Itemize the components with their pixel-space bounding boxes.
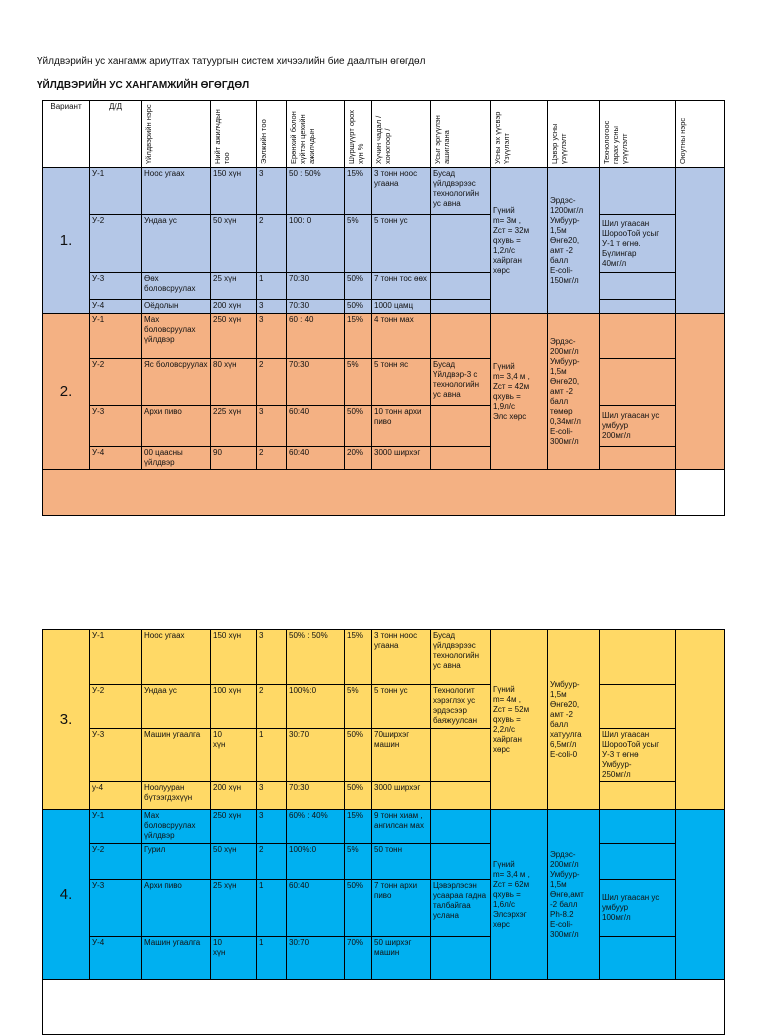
quality-text: Эрдэс- 1200мг/л Умбуур- 1,5м Өнгө20, амт -2 балл E-coli- 150мг/л — [550, 195, 584, 285]
header-shower — [287, 101, 345, 168]
empty-cell — [43, 980, 725, 1035]
header-quality — [548, 101, 600, 168]
capacity: 3 тонн ноос угаана — [372, 168, 431, 215]
shower-percent: 5% — [345, 844, 372, 880]
student-names — [676, 810, 725, 980]
header-other-text: Усыг эргүүлэн ашиглана — [433, 115, 451, 164]
header-tech — [600, 101, 676, 168]
shift-count: 1 — [257, 937, 287, 980]
capacity: 9 тонн хиам , ангилсан мах — [372, 810, 431, 844]
reuse-note — [431, 447, 491, 470]
reuse-note — [431, 314, 491, 359]
tech-output — [600, 300, 676, 314]
shift-count: 3 — [257, 168, 287, 215]
worker-ratio: 100%:0 — [287, 844, 345, 880]
worker-ratio: 60% : 40% — [287, 810, 345, 844]
factory-name: Ноос угаах — [142, 168, 211, 215]
header-shower-text: Ерөнхий болон хүйтэн цехийн ажилчдын — [289, 111, 316, 164]
worker-ratio: 30:70 — [287, 937, 345, 980]
source-text: Гүний m= 3,4 м , Zст = 62м qхувь = 1,6л/с Элсэрхэг хөрс — [493, 859, 530, 929]
workers-count: 10 хүн — [211, 937, 257, 980]
reuse-note: Бусад Үйлдвэр-3 с технологийн ус авна — [431, 359, 491, 406]
reuse-note: Бусад үйлдвэрээс технологийн ус авна — [431, 168, 491, 215]
row-num: У-1 — [90, 630, 142, 685]
tech-output-text: Шил угаасан ШорооТой усыг У-3 т өгнө Умбуур- 250мг/л — [602, 730, 660, 779]
header-num: Д/Д — [90, 101, 142, 168]
worker-ratio: 30:70 — [287, 729, 345, 782]
shift-count: 3 — [257, 810, 287, 844]
row-num: У-2 — [90, 215, 142, 273]
shift-count: 3 — [257, 406, 287, 447]
header-quality-text: Цэвэр усны үзүүлэлт — [550, 123, 568, 164]
header-shifts-text: Ээлжийн тоо — [259, 119, 268, 164]
water-quality — [548, 168, 600, 314]
capacity: 3000 ширхэг — [372, 782, 431, 810]
header-source — [491, 101, 548, 168]
tech-output — [600, 729, 676, 782]
source-text: Гүний m= 3м , Zст = 32м qхувь = 1,2л/с хайрган хөрс — [493, 205, 530, 275]
header-shower-pct — [345, 101, 372, 168]
shower-percent: 5% — [345, 685, 372, 729]
reuse-note — [431, 729, 491, 782]
worker-ratio: 60:40 — [287, 406, 345, 447]
tech-output — [600, 314, 676, 359]
capacity: 3 тонн ноос угаана — [372, 630, 431, 685]
factory-name: Мах боловсруулах үйлдвэр — [142, 810, 211, 844]
header-factory — [142, 101, 211, 168]
row-num: У-4 — [90, 300, 142, 314]
reuse-note — [431, 406, 491, 447]
header-capacity — [372, 101, 431, 168]
table-row — [43, 729, 725, 782]
tech-output — [600, 782, 676, 810]
shift-count: 3 — [257, 314, 287, 359]
variant-label: 3. — [43, 630, 90, 810]
factory-name: Архи пиво — [142, 880, 211, 937]
workers-count: 50 хүн — [211, 215, 257, 273]
header-factory-text: Үйлдвэрийн нэрс — [144, 104, 153, 164]
water-source — [491, 168, 548, 314]
capacity: 5 тонн ус — [372, 215, 431, 273]
factory-name: Ноос угаах — [142, 630, 211, 685]
document-heading: ҮЙЛДВЭРИЙН УС ХАНГАМЖИЙН ӨГӨГДӨЛ — [37, 80, 250, 91]
worker-ratio: 50% : 50% — [287, 630, 345, 685]
factory-name: 00 цаасны үйлдвэр — [142, 447, 211, 470]
shower-percent: 15% — [345, 630, 372, 685]
workers-count: 150 хүн — [211, 168, 257, 215]
reuse-note — [431, 844, 491, 880]
factory-name: Ундаа ус — [142, 685, 211, 729]
shower-percent: 50% — [345, 729, 372, 782]
worker-ratio: 100: 0 — [287, 215, 345, 273]
table-row — [43, 844, 725, 880]
variant-label: 1. — [43, 168, 90, 314]
worker-ratio: 100%:0 — [287, 685, 345, 729]
factory-name: Машин угаалга — [142, 937, 211, 980]
capacity: 3000 ширхэг — [372, 447, 431, 470]
student-names — [676, 630, 725, 810]
group-3 — [43, 630, 725, 810]
table-row — [43, 359, 725, 406]
student-names — [676, 168, 725, 314]
shower-percent: 70% — [345, 937, 372, 980]
water-source — [491, 314, 548, 470]
factory-name: Мах боловсруулах үйлдвэр — [142, 314, 211, 359]
shift-count: 1 — [257, 880, 287, 937]
data-table-top — [42, 100, 725, 516]
header-student — [676, 101, 725, 168]
factory-name: Гурил — [142, 844, 211, 880]
worker-ratio: 70:30 — [287, 782, 345, 810]
table-row — [43, 300, 725, 314]
workers-count: 250 хүн — [211, 810, 257, 844]
shower-percent: 50% — [345, 406, 372, 447]
empty-student-cell — [676, 470, 725, 516]
header-student-text: Оюутны нэрс — [678, 117, 687, 164]
factory-name: Яс боловсруулах — [142, 359, 211, 406]
tech-output — [600, 406, 676, 447]
group-4 — [43, 810, 725, 980]
workers-count: 200 хүн — [211, 300, 257, 314]
header-capacity-text: Хүчин чадал /хоногоор / — [374, 115, 392, 164]
header-row — [43, 101, 725, 168]
factory-name: Оёдолын — [142, 300, 211, 314]
row-num: У-2 — [90, 685, 142, 729]
shift-count: 2 — [257, 359, 287, 406]
factory-name: Архи пиво — [142, 406, 211, 447]
water-source — [491, 810, 548, 980]
quality-text: Умбуур- 1,5м Өнгө20, амт -2 балл хатуулга 6,5мг/л E-coli-0 — [550, 679, 582, 759]
table-row — [43, 273, 725, 300]
tech-output — [600, 630, 676, 685]
table-row — [43, 314, 725, 359]
row-num: У-2 — [90, 844, 142, 880]
row-num: у-4 — [90, 782, 142, 810]
capacity: 70ширхэг машин — [372, 729, 431, 782]
quality-text: Эрдэс- 200мг/л Умбуур- 1,5м Өнгө,амт -2 балл Ph-8.2 E-coli- 300мг/л — [550, 849, 584, 939]
factory-name: Өөх боловсруулах — [142, 273, 211, 300]
reuse-note — [431, 810, 491, 844]
row-num: У-3 — [90, 729, 142, 782]
capacity: 5 тонн яс — [372, 359, 431, 406]
source-text: Гүний m= 4м , Zст = 52м qхувь = 2,2л/с хайрган хөрс — [493, 684, 530, 754]
reuse-note: Цэвэрлэсэн усаараа гадна талбайгаа услана — [431, 880, 491, 937]
workers-count: 80 хүн — [211, 359, 257, 406]
workers-count: 150 хүн — [211, 630, 257, 685]
workers-count: 10 хүн — [211, 729, 257, 782]
quality-text: Эрдэс- 200мг/л Умбуур- 1,5м Өнгө20, амт -2 балл төмөр 0,34мг/л E-coli- 300мг/л — [550, 336, 581, 446]
row-num: У-1 — [90, 314, 142, 359]
header-workers-text: Нийт ажилчдын тоо — [213, 109, 231, 164]
reuse-note: Бусад үйлдвэрээс технологийн ус авна — [431, 630, 491, 685]
capacity: 10 тонн архи пиво — [372, 406, 431, 447]
empty-cell — [43, 470, 676, 516]
table-row — [43, 406, 725, 447]
reuse-note — [431, 215, 491, 273]
variant-label: 2. — [43, 314, 90, 470]
table-row — [43, 215, 725, 273]
workers-count: 90 — [211, 447, 257, 470]
workers-count: 250 хүн — [211, 314, 257, 359]
shower-percent: 15% — [345, 168, 372, 215]
reuse-note — [431, 300, 491, 314]
shower-percent: 50% — [345, 273, 372, 300]
header-source-text: Усны эх үүсвэр Үзүүлэлт — [493, 111, 511, 164]
table-row — [43, 880, 725, 937]
group-2 — [43, 314, 725, 470]
group-1 — [43, 168, 725, 314]
row-num: У-3 — [90, 880, 142, 937]
water-source — [491, 630, 548, 810]
shower-percent: 5% — [345, 215, 372, 273]
workers-count: 25 хүн — [211, 273, 257, 300]
reuse-note: Технологит хэрэглэх ус эрдэсээр баяжуулсан — [431, 685, 491, 729]
tech-output — [600, 447, 676, 470]
water-quality — [548, 630, 600, 810]
tech-output — [600, 359, 676, 406]
tech-output — [600, 810, 676, 844]
capacity: 50 ширхэг машин — [372, 937, 431, 980]
capacity: 1000 цамц — [372, 300, 431, 314]
variant-label: 4. — [43, 810, 90, 980]
tech-output-text: Шил угаасан ШорооТой усыг У-1 т өгнө. Бүлингар 40мг/л — [602, 218, 660, 268]
data-table-bottom — [42, 629, 725, 1035]
tech-output — [600, 937, 676, 980]
table-row-empty — [43, 980, 725, 1035]
header-variant: Вариант — [43, 101, 90, 168]
shower-percent: 15% — [345, 810, 372, 844]
shift-count: 2 — [257, 844, 287, 880]
tech-output — [600, 844, 676, 880]
table-row — [43, 810, 725, 844]
workers-count: 25 хүн — [211, 880, 257, 937]
table-row — [43, 685, 725, 729]
workers-count: 100 хүн — [211, 685, 257, 729]
header-workers — [211, 101, 257, 168]
row-num: У-1 — [90, 810, 142, 844]
shift-count: 1 — [257, 729, 287, 782]
shift-count: 2 — [257, 685, 287, 729]
row-num: У-2 — [90, 359, 142, 406]
shift-count: 3 — [257, 782, 287, 810]
worker-ratio: 60:40 — [287, 447, 345, 470]
shower-percent: 50% — [345, 300, 372, 314]
worker-ratio: 50 : 50% — [287, 168, 345, 215]
worker-ratio: 70:30 — [287, 359, 345, 406]
reuse-note — [431, 782, 491, 810]
shower-percent: 5% — [345, 359, 372, 406]
source-text: Гүний m= 3,4 м , Zст = 42м qхувь = 1,9л/с Элс хөрс — [493, 361, 530, 421]
reuse-note — [431, 273, 491, 300]
shift-count: 2 — [257, 447, 287, 470]
header-shower-pct-text: Шүршүүрт орох хүн % — [347, 109, 365, 164]
workers-count: 50 хүн — [211, 844, 257, 880]
tech-output — [600, 273, 676, 300]
worker-ratio: 70:30 — [287, 300, 345, 314]
student-names — [676, 314, 725, 470]
worker-ratio: 70:30 — [287, 273, 345, 300]
capacity: 5 тонн ус — [372, 685, 431, 729]
tech-output — [600, 685, 676, 729]
factory-name: Ноолууран бүтээгдэхүүн — [142, 782, 211, 810]
row-num: У-3 — [90, 273, 142, 300]
tech-output — [600, 168, 676, 215]
reuse-note — [431, 937, 491, 980]
table-row — [43, 630, 725, 685]
capacity: 4 тонн мах — [372, 314, 431, 359]
row-num: У-3 — [90, 406, 142, 447]
worker-ratio: 60:40 — [287, 880, 345, 937]
factory-name: Ундаа ус — [142, 215, 211, 273]
shower-percent: 20% — [345, 447, 372, 470]
table-row — [43, 168, 725, 215]
capacity: 7 тонн тос өөх — [372, 273, 431, 300]
water-quality — [548, 810, 600, 980]
tech-output-text: Шил угаасан ус умбуур 200мг/л — [602, 411, 660, 440]
table-row — [43, 782, 725, 810]
shower-percent: 50% — [345, 782, 372, 810]
table-row-empty — [43, 470, 725, 516]
header-tech-text: Технологоос гарах усны үзүүлэлт — [602, 120, 629, 164]
tech-output — [600, 215, 676, 273]
document-subtitle: Үйлдвэрийн ус хангамж ариутгах татуургын систем хичээлийн бие даалтын өгөгдөл — [37, 56, 426, 67]
shift-count: 2 — [257, 215, 287, 273]
shift-count: 3 — [257, 300, 287, 314]
row-num: У-4 — [90, 447, 142, 470]
shift-count: 3 — [257, 630, 287, 685]
table-row — [43, 937, 725, 980]
capacity: 7 тонн архи пиво — [372, 880, 431, 937]
tech-output-text: Шил угаасан ус умбуур 100мг/л — [602, 893, 660, 922]
shift-count: 1 — [257, 273, 287, 300]
row-num: У-1 — [90, 168, 142, 215]
row-num: У-4 — [90, 937, 142, 980]
tech-output — [600, 880, 676, 937]
shower-percent: 50% — [345, 880, 372, 937]
workers-count: 200 хүн — [211, 782, 257, 810]
factory-name: Машин угаалга — [142, 729, 211, 782]
workers-count: 225 хүн — [211, 406, 257, 447]
water-quality — [548, 314, 600, 470]
table-row — [43, 447, 725, 470]
capacity: 50 тонн — [372, 844, 431, 880]
shower-percent: 15% — [345, 314, 372, 359]
header-other — [431, 101, 491, 168]
header-shifts — [257, 101, 287, 168]
worker-ratio: 60 : 40 — [287, 314, 345, 359]
